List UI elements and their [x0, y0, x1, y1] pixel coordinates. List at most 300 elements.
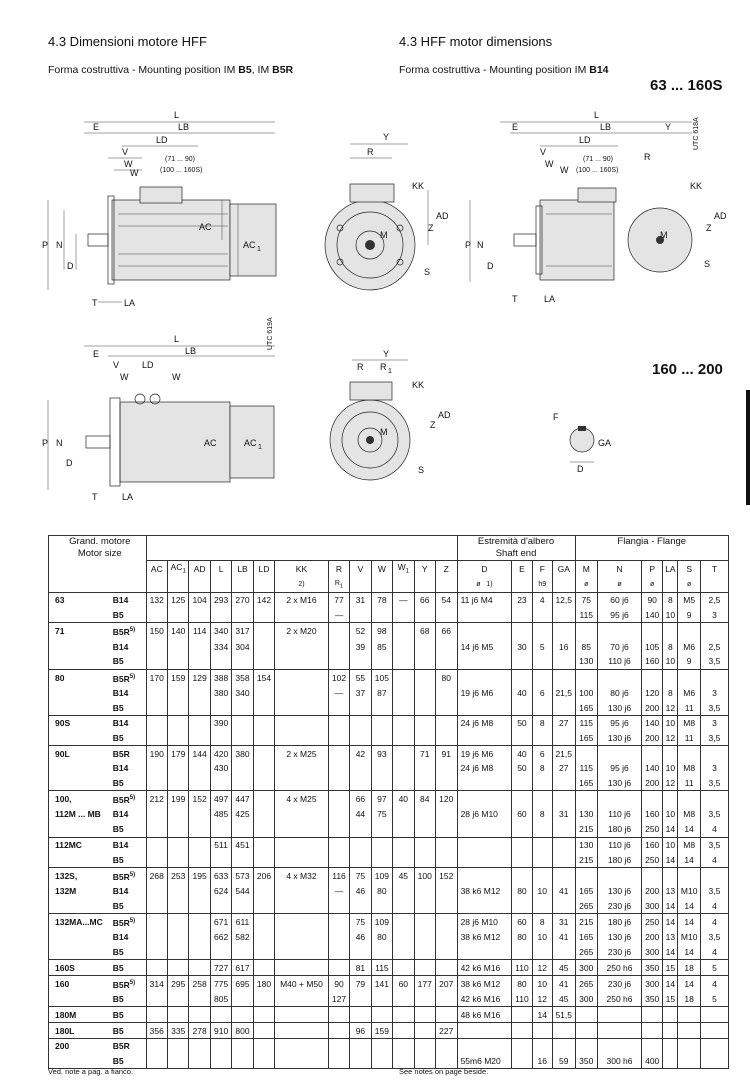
cell-w1: 60	[393, 975, 414, 991]
cell-f: 10	[532, 884, 552, 899]
cell-y	[414, 776, 435, 791]
motor-size-cell	[49, 776, 112, 791]
cell-w1	[393, 776, 414, 791]
cell-n	[598, 1038, 642, 1053]
svg-text:Z: Z	[430, 420, 436, 430]
cell-l: 633	[210, 867, 231, 883]
cell-t: 3,5	[700, 884, 728, 899]
cell-d	[457, 700, 512, 715]
cell-r	[328, 700, 349, 715]
cell-ga: 27	[552, 715, 575, 730]
d-note: ø 1)	[457, 578, 512, 593]
svg-text:LD: LD	[579, 135, 591, 145]
cell-la	[663, 1038, 678, 1053]
col-w: W	[371, 561, 392, 578]
svg-text:AC: AC	[199, 222, 212, 232]
cell-t: 3	[700, 715, 728, 730]
cell-w1	[393, 731, 414, 746]
cell-n	[598, 623, 642, 639]
mounting-position-cell: B5	[112, 776, 146, 791]
cell-f	[532, 852, 552, 867]
cell-ac: 132	[146, 593, 167, 608]
svg-text:W: W	[130, 168, 139, 178]
cell-d	[457, 837, 512, 852]
table-row	[49, 867, 729, 883]
cell-f: 8	[532, 761, 552, 776]
cell-v	[350, 1038, 371, 1053]
cell-t	[700, 1023, 728, 1039]
cell-p: 120	[641, 685, 662, 700]
cell-m	[575, 623, 598, 639]
cell-r	[328, 731, 349, 746]
cell-z	[435, 654, 457, 669]
cell-ac1: 159	[167, 669, 188, 685]
cell-w1	[393, 685, 414, 700]
cell-e	[512, 654, 532, 669]
cell-n: 230 j6	[598, 945, 642, 960]
cell-ac1	[167, 731, 188, 746]
cell-z	[435, 914, 457, 930]
cell-ad	[189, 639, 210, 654]
svg-text:(100 ... 160S): (100 ... 160S)	[576, 167, 619, 174]
cell-l: 388	[210, 669, 231, 685]
cell-ga	[552, 898, 575, 913]
table-row	[49, 731, 729, 746]
cell-m: 165	[575, 930, 598, 945]
cell-m	[575, 791, 598, 807]
cell-ac1	[167, 761, 188, 776]
cell-w	[371, 1054, 392, 1069]
cell-n	[598, 669, 642, 685]
cell-ac1	[167, 837, 188, 852]
cell-s: M8	[678, 837, 701, 852]
cell-y	[414, 852, 435, 867]
cell-t: 4	[700, 975, 728, 991]
cell-w1	[393, 1023, 414, 1039]
cell-kk: 2 x M20	[275, 623, 329, 639]
cell-d	[457, 623, 512, 639]
cell-kk	[275, 1007, 329, 1023]
cell-lb	[232, 700, 253, 715]
cell-ac1: 125	[167, 593, 188, 608]
cell-ga: 16	[552, 639, 575, 654]
svg-text:D: D	[66, 458, 73, 468]
svg-text:T: T	[92, 298, 98, 308]
cell-w: 109	[371, 914, 392, 930]
cell-d	[457, 852, 512, 867]
cell-ac1	[167, 992, 188, 1007]
motor-size-cell	[49, 685, 112, 700]
cell-f	[532, 700, 552, 715]
cell-lb: 451	[232, 837, 253, 852]
cell-t: 4	[700, 914, 728, 930]
cell-d: 24 j6 M8	[457, 761, 512, 776]
svg-text:KK: KK	[690, 181, 703, 191]
cell-t: 3,5	[700, 700, 728, 715]
cell-w: 80	[371, 930, 392, 945]
cell-w: 141	[371, 975, 392, 991]
mounting-position-cell: $B5R^{5)}$	[112, 623, 146, 639]
table-row	[49, 685, 729, 700]
cell-m: 215	[575, 914, 598, 930]
cell-l: 380	[210, 685, 231, 700]
side-view-b5	[42, 110, 276, 308]
cell-f	[532, 837, 552, 852]
cell-la: 14	[663, 898, 678, 913]
cell-z: 66	[435, 623, 457, 639]
table-row	[49, 960, 729, 976]
col-ac1: $AC_1$	[167, 561, 188, 578]
cell-y	[414, 1023, 435, 1039]
col-s: S	[678, 561, 701, 578]
cell-e	[512, 1023, 532, 1039]
cell-ac1	[167, 898, 188, 913]
cell-d	[457, 654, 512, 669]
cell-lb	[232, 608, 253, 623]
cell-r: 116	[328, 867, 349, 883]
cell-d	[457, 791, 512, 807]
cell-e	[512, 776, 532, 791]
svg-text:AC: AC	[243, 240, 256, 250]
cell-ld: 154	[253, 669, 274, 685]
col-w1: $W_1$	[393, 561, 414, 578]
shaft-header: Estremità d'albero	[457, 536, 575, 549]
footer-note-en: See notes on page beside.	[399, 1067, 489, 1076]
cell-w1	[393, 884, 414, 899]
svg-text:LD: LD	[156, 135, 168, 145]
cell-lb: 425	[232, 807, 253, 822]
cell-s	[678, 1054, 701, 1069]
cell-t	[700, 1038, 728, 1053]
cell-l	[210, 700, 231, 715]
cell-kk	[275, 669, 329, 685]
cell-w: 80	[371, 884, 392, 899]
cell-ld	[253, 1038, 274, 1053]
cell-f: 5	[532, 639, 552, 654]
cell-d: 42 k6 M16	[457, 960, 512, 976]
cell-n: 180 j6	[598, 914, 642, 930]
cell-e	[512, 837, 532, 852]
svg-text:AD: AD	[438, 410, 451, 420]
mounting-position-cell: B14	[112, 761, 146, 776]
cell-v: 46	[350, 930, 371, 945]
cell-lb: 340	[232, 685, 253, 700]
cell-y	[414, 654, 435, 669]
mounting-position-cell: B5	[112, 731, 146, 746]
cell-m: 350	[575, 1054, 598, 1069]
cell-w	[371, 761, 392, 776]
mounting-position-cell: B14	[112, 930, 146, 945]
cell-f	[532, 791, 552, 807]
cell-ad	[189, 884, 210, 899]
cell-s: 18	[678, 992, 701, 1007]
cell-kk	[275, 731, 329, 746]
cell-ad	[189, 608, 210, 623]
cell-y	[414, 639, 435, 654]
cell-s: 14	[678, 914, 701, 930]
cell-t: 3,5	[700, 731, 728, 746]
svg-text:M: M	[380, 427, 388, 437]
cell-f: 12	[532, 960, 552, 976]
table-row	[49, 715, 729, 730]
cell-d	[457, 898, 512, 913]
cell-v: 79	[350, 975, 371, 991]
motor-size-cell	[49, 852, 112, 867]
cell-s: 14	[678, 945, 701, 960]
svg-text:W: W	[172, 372, 181, 382]
cell-la: 10	[663, 807, 678, 822]
cell-ld	[253, 700, 274, 715]
cell-v	[350, 731, 371, 746]
col-lb: LB	[232, 561, 253, 578]
cell-s: M8	[678, 715, 701, 730]
svg-text:LB: LB	[178, 122, 190, 132]
cell-w	[371, 945, 392, 960]
cell-ad	[189, 992, 210, 1007]
cell-ld: 180	[253, 975, 274, 991]
cell-f	[532, 822, 552, 837]
cell-ad: 152	[189, 791, 210, 807]
cell-f: 6	[532, 685, 552, 700]
cell-la	[663, 669, 678, 685]
cell-ga: 59	[552, 1054, 575, 1069]
cell-e: 40	[512, 685, 532, 700]
title-it: 4.3 Dimensioni motore HFF	[48, 34, 207, 49]
cell-ad: 195	[189, 867, 210, 883]
svg-text:R: R	[380, 362, 387, 372]
cell-d: 19 j6 M6	[457, 685, 512, 700]
svg-text:1: 1	[388, 368, 392, 375]
table-row	[49, 807, 729, 822]
cell-w1	[393, 700, 414, 715]
cell-ga: 12,5	[552, 593, 575, 608]
svg-text:UTC 619A: UTC 619A	[267, 317, 274, 350]
motor-size-cell: 180M	[49, 1007, 112, 1023]
cell-la: 13	[663, 930, 678, 945]
cell-l: 624	[210, 884, 231, 899]
cell-m	[575, 669, 598, 685]
cell-l: 340	[210, 623, 231, 639]
page-edge-marker	[746, 390, 750, 505]
cell-y	[414, 1038, 435, 1053]
cell-la	[663, 746, 678, 761]
cell-ad	[189, 761, 210, 776]
mounting-position-cell: B5	[112, 1054, 146, 1069]
cell-w: 85	[371, 639, 392, 654]
col-l: L	[210, 561, 231, 578]
cell-z	[435, 807, 457, 822]
cell-t: 4	[700, 945, 728, 960]
svg-text:S: S	[418, 465, 425, 475]
svg-text:Z: Z	[706, 223, 712, 233]
cell-s: 18	[678, 960, 701, 976]
mounting-position-cell: B5	[112, 608, 146, 623]
cell-r: 90	[328, 975, 349, 991]
cell-ad: 278	[189, 1023, 210, 1039]
motor-size-cell: 112MC	[49, 837, 112, 852]
cell-m: 265	[575, 975, 598, 991]
cell-ac: 212	[146, 791, 167, 807]
cell-la: 12	[663, 700, 678, 715]
cell-r	[328, 623, 349, 639]
cell-d: 11 j6 M4	[457, 593, 512, 608]
cell-f	[532, 731, 552, 746]
motor-drawings	[0, 0, 750, 520]
table-row	[49, 1023, 729, 1039]
motor-size-cell: 160S	[49, 960, 112, 976]
cell-d	[457, 1038, 512, 1053]
svg-text:M: M	[660, 230, 668, 240]
cell-ld	[253, 761, 274, 776]
cell-w1	[393, 945, 414, 960]
cell-kk	[275, 960, 329, 976]
cell-w: 109	[371, 867, 392, 883]
cell-z	[435, 608, 457, 623]
cell-w1	[393, 837, 414, 852]
cell-n: 130 j6	[598, 776, 642, 791]
cell-ac	[146, 1038, 167, 1053]
cell-f	[532, 654, 552, 669]
cell-z: 120	[435, 791, 457, 807]
cell-t: 3	[700, 608, 728, 623]
cell-f	[532, 608, 552, 623]
subtitle-it: Forma costruttiva - Mounting position IM B5, IM B5R	[48, 64, 294, 76]
cell-la: 10	[663, 837, 678, 852]
cell-w	[371, 1038, 392, 1053]
cell-r	[328, 1007, 349, 1023]
cell-v	[350, 1007, 371, 1023]
cell-s: M10	[678, 930, 701, 945]
cell-kk: M40 + M50	[275, 975, 329, 991]
cell-l: 727	[210, 960, 231, 976]
cell-p: 250	[641, 822, 662, 837]
cell-ga	[552, 852, 575, 867]
cell-l	[210, 776, 231, 791]
cell-ac	[146, 685, 167, 700]
cell-kk	[275, 715, 329, 730]
cell-r	[328, 791, 349, 807]
cell-ac	[146, 608, 167, 623]
cell-n: 130 j6	[598, 930, 642, 945]
col-ac: AC	[146, 561, 167, 578]
cell-w	[371, 1007, 392, 1023]
cell-n: 110 j6	[598, 837, 642, 852]
cell-y: 66	[414, 593, 435, 608]
svg-text:1: 1	[257, 246, 261, 253]
cell-y	[414, 930, 435, 945]
cell-la: 15	[663, 992, 678, 1007]
cell-w	[371, 822, 392, 837]
motor-size-cell: 80	[49, 669, 112, 685]
cell-z	[435, 992, 457, 1007]
cell-p: 300	[641, 975, 662, 991]
svg-text:P: P	[42, 438, 49, 448]
motor-size-cell: 90S	[49, 715, 112, 730]
col-kk: KK	[275, 561, 329, 578]
cell-n: 70 j6	[598, 639, 642, 654]
cell-ld	[253, 685, 274, 700]
col-ld: LD	[253, 561, 274, 578]
cell-w: 115	[371, 960, 392, 976]
cell-ld	[253, 746, 274, 761]
cell-y: 68	[414, 623, 435, 639]
cell-ad	[189, 960, 210, 976]
cell-r: —	[328, 685, 349, 700]
cell-z	[435, 930, 457, 945]
cell-w1	[393, 761, 414, 776]
cell-kk	[275, 1038, 329, 1053]
cell-d: 38 k6 M12	[457, 975, 512, 991]
svg-text:D: D	[67, 261, 74, 271]
cell-kk	[275, 914, 329, 930]
cell-f	[532, 623, 552, 639]
cell-ac	[146, 945, 167, 960]
svg-text:LB: LB	[600, 122, 612, 132]
cell-la	[663, 867, 678, 883]
table-row	[49, 1038, 729, 1053]
svg-text:L: L	[594, 110, 600, 120]
cell-n: 95 j6	[598, 608, 642, 623]
cell-w	[371, 992, 392, 1007]
col-v: V	[350, 561, 371, 578]
cell-e	[512, 945, 532, 960]
cell-y	[414, 992, 435, 1007]
svg-text:D: D	[487, 261, 494, 271]
cell-ac	[146, 776, 167, 791]
col-m: M	[575, 561, 598, 578]
cell-v	[350, 776, 371, 791]
motor-size-cell	[49, 654, 112, 669]
cell-s	[678, 1007, 701, 1023]
cell-s: 11	[678, 700, 701, 715]
cell-s: M8	[678, 761, 701, 776]
cell-z	[435, 1038, 457, 1053]
svg-text:W: W	[120, 372, 129, 382]
table-row	[49, 776, 729, 791]
cell-s	[678, 746, 701, 761]
cell-ld	[253, 914, 274, 930]
cell-w1	[393, 654, 414, 669]
cell-lb	[232, 731, 253, 746]
cell-n: 250 h6	[598, 992, 642, 1007]
cell-p	[641, 1023, 662, 1039]
svg-text:R: R	[357, 362, 364, 372]
cell-e	[512, 867, 532, 883]
flange-header: Flangia - Flange	[575, 536, 729, 561]
cell-lb: 800	[232, 1023, 253, 1039]
cell-s: 14	[678, 975, 701, 991]
motor-size-cell	[49, 930, 112, 945]
cell-m	[575, 867, 598, 883]
cell-ad: 258	[189, 975, 210, 991]
cell-ac: 356	[146, 1023, 167, 1039]
cell-la: 8	[663, 639, 678, 654]
cell-la	[663, 791, 678, 807]
cell-m: 165	[575, 776, 598, 791]
cell-w: 105	[371, 669, 392, 685]
cell-ac	[146, 837, 167, 852]
cell-m: 115	[575, 608, 598, 623]
cell-p: 250	[641, 914, 662, 930]
mounting-position-cell: B5	[112, 898, 146, 913]
cell-l: 497	[210, 791, 231, 807]
cell-ga: 41	[552, 975, 575, 991]
cell-ad	[189, 898, 210, 913]
svg-text:S: S	[704, 259, 711, 269]
front-view-160-200	[330, 349, 451, 480]
cell-lb	[232, 992, 253, 1007]
cell-ld	[253, 639, 274, 654]
